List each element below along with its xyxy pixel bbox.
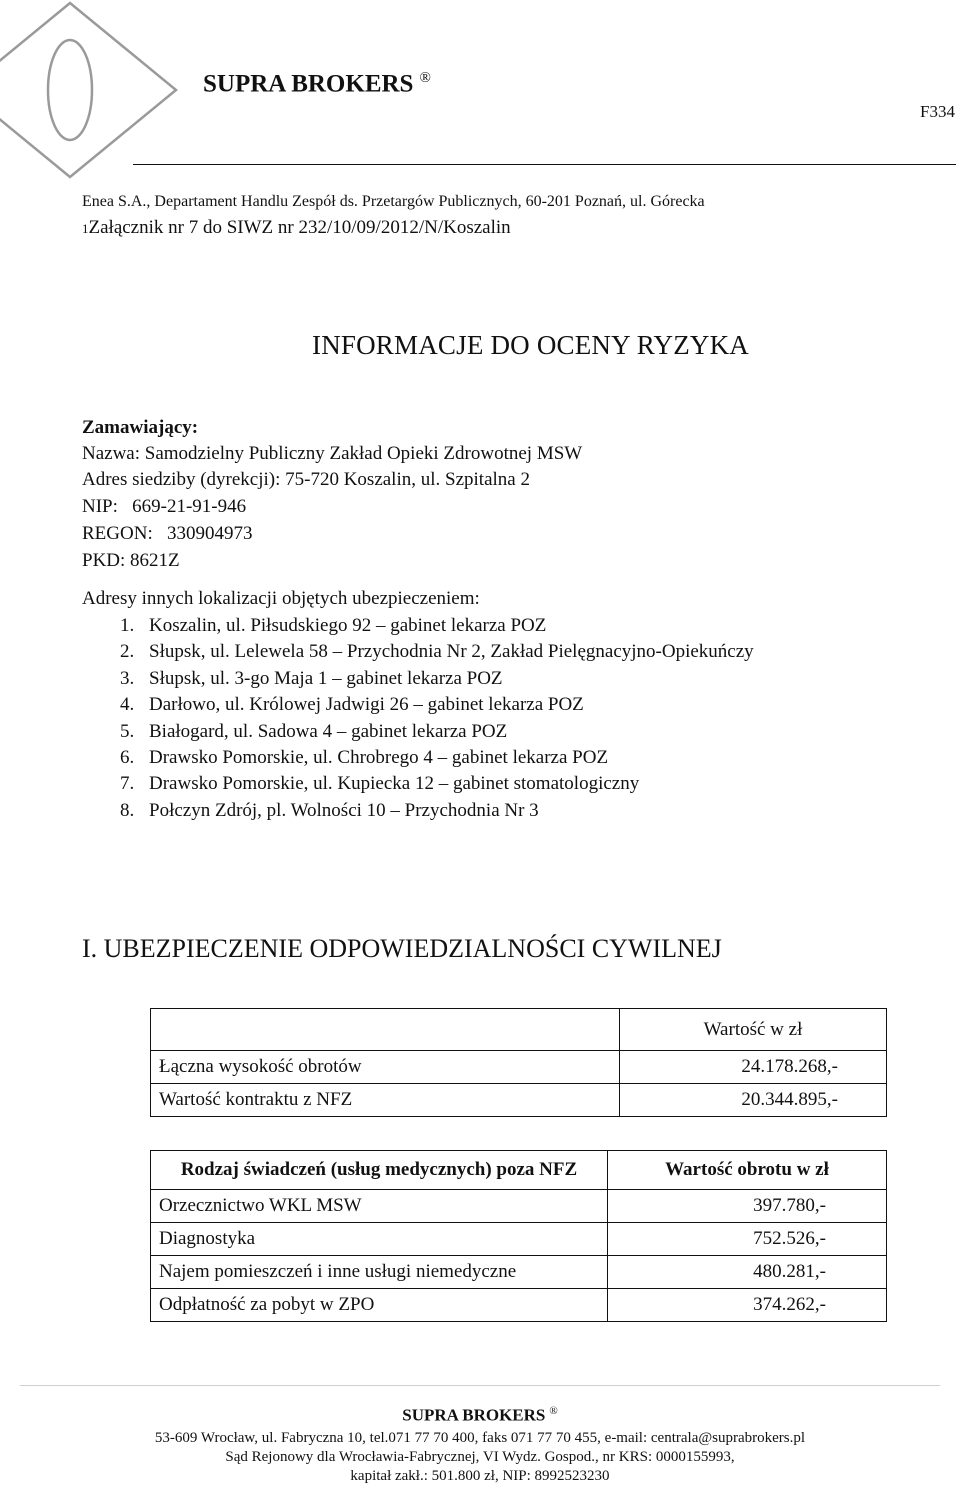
- row-label: Łączna wysokość obrotów: [151, 1051, 620, 1084]
- registered-mark: ®: [419, 70, 431, 86]
- table-row: [151, 1084, 887, 1117]
- table-header-row: [151, 1151, 887, 1190]
- footer-capital: kapitał zakł.: 501.800 zł, NIP: 8992523230: [350, 1468, 610, 1484]
- table-row: [151, 1009, 887, 1051]
- table-row: [151, 1256, 887, 1289]
- turnover-table: [150, 1008, 887, 1117]
- row-label: Orzecznictwo WKL MSW: [151, 1190, 608, 1223]
- table-row: [151, 1190, 887, 1223]
- list-item: 2. Słupsk, ul. Lelewela 58 – Przychodnia Nr 2, Zakład Pielęgnacyjno-Opiekuńczy: [120, 641, 754, 663]
- page-title: INFORMACJE DO OCENY RYZYKA: [312, 330, 749, 360]
- list-item: 4. Darłowo, ul. Królowej Jadwigi 26 – gabinet lekarza POZ: [120, 694, 584, 716]
- row-value: 752.526,-: [608, 1223, 887, 1256]
- locations-heading: Adresy innych lokalizacji objętych ubezpieczeniem:: [82, 588, 480, 609]
- services-table: [150, 1150, 887, 1322]
- annex-line: 1Załącznik nr 7 do SIWZ nr 232/10/09/2012/N/Koszalin: [82, 217, 511, 238]
- brand-name: SUPRA BROKERS ®: [203, 70, 431, 98]
- row-value: 397.780,-: [608, 1190, 887, 1223]
- column-header: Rodzaj świadczeń (usług medycznych) poza NFZ: [151, 1151, 608, 1190]
- insured-heading: Zamawiający:: [82, 417, 199, 438]
- supra-brokers-logo: [0, 0, 190, 180]
- list-item: 8. Połczyn Zdrój, pl. Wolności 10 – Przychodnia Nr 3: [120, 799, 539, 821]
- footer-court: Sąd Rejonowy dla Wrocławia-Fabrycznej, VI Wydz. Gospod., nr KRS: 0000155993,: [225, 1449, 735, 1465]
- list-item: 1. Koszalin, ul. Piłsudskiego 92 – gabinet lekarza POZ: [120, 615, 547, 636]
- row-value: 480.281,-: [608, 1256, 887, 1289]
- sender-line: Enea S.A., Departament Handlu Zespół ds. Przetargów Publicznych, 60-201 Poznań, ul. Górecka: [82, 193, 705, 210]
- row-value: 24.178.268,-: [620, 1051, 887, 1084]
- insured-nip: NIP: 669-21-91-946: [82, 496, 247, 517]
- list-item: 7. Drawsko Pomorskie, ul. Kupiecka 12 – gabinet stomatologiczny: [120, 773, 640, 795]
- list-item: 6. Drawsko Pomorskie, ul. Chrobrego 4 – gabinet lekarza POZ: [120, 747, 609, 769]
- row-value: 374.262,-: [608, 1289, 887, 1322]
- footer-divider: [20, 1385, 940, 1386]
- section-title: I. UBEZPIECZENIE ODPOWIEDZIALNOŚCI CYWILNEJ: [82, 934, 722, 963]
- insured-name: Nazwa: Samodzielny Publiczny Zakład Opieki Zdrowotnej MSW: [82, 443, 583, 464]
- row-label: Najem pomieszczeń i inne usługi niemedyczne: [151, 1256, 608, 1289]
- row-value: 20.344.895,-: [620, 1084, 887, 1117]
- row-label: Wartość kontraktu z NFZ: [151, 1084, 620, 1117]
- value-header: Wartość w zł: [620, 1009, 887, 1051]
- insured-pkd: PKD: 8621Z: [82, 550, 180, 571]
- row-label: Odpłatność za pobyt w ZPO: [151, 1289, 608, 1322]
- column-header: Wartość obrotu w zł: [608, 1151, 887, 1190]
- footer-contact: 53-609 Wrocław, ul. Fabryczna 10, tel.071 77 70 400, faks 071 77 70 455, e-mail: centrala@suprabrokers.pl: [154, 1430, 806, 1446]
- insured-address: Adres siedziby (dyrekcji): 75-720 Koszalin, ul. Szpitalna 2: [82, 469, 530, 490]
- list-item: 3. Słupsk, ul. 3-go Maja 1 – gabinet lekarza POZ: [120, 667, 503, 689]
- table-row: [151, 1289, 887, 1322]
- locations-list: [82, 613, 754, 824]
- table-row: [151, 1051, 887, 1084]
- document-code: F334: [920, 102, 955, 121]
- insured-regon: REGON: 330904973: [82, 523, 253, 544]
- list-item: 5. Białogard, ul. Sadowa 4 – gabinet lekarza POZ: [120, 720, 508, 742]
- table-row: [151, 1223, 887, 1256]
- row-label: Diagnostyka: [151, 1223, 608, 1256]
- footer-brand: SUPRA BROKERS ®: [402, 1405, 558, 1425]
- table-cell: [151, 1009, 620, 1051]
- header-divider: [133, 164, 956, 165]
